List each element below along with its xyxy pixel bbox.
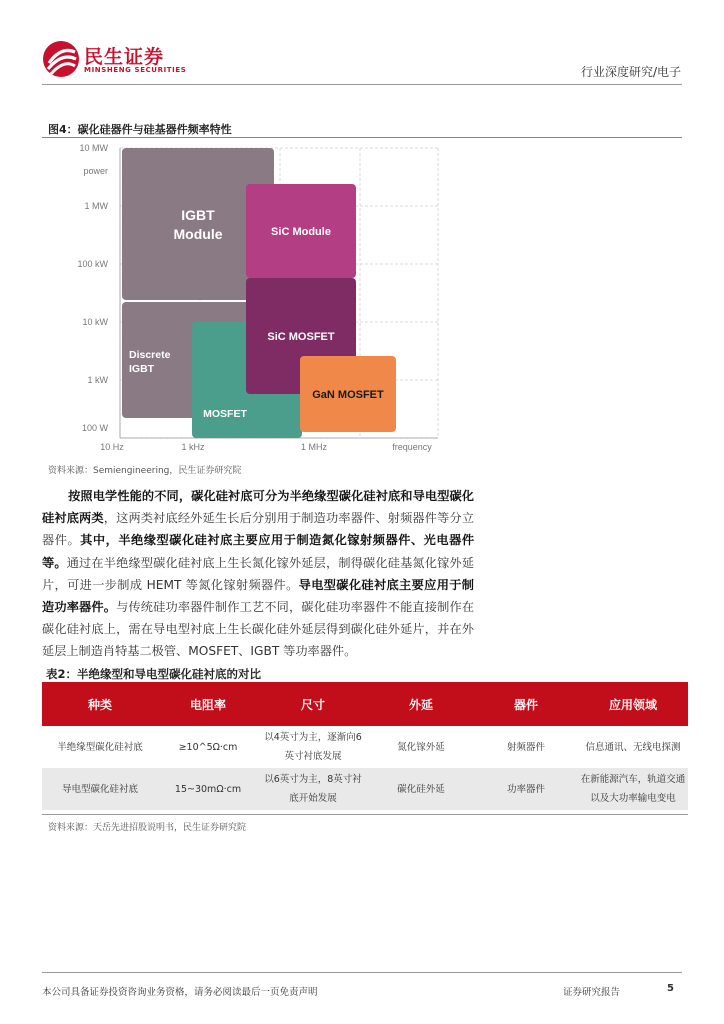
- table-cell: 以6英寸为主，8英寸衬底开始发展: [258, 768, 368, 810]
- header-divider: [42, 84, 682, 85]
- x-axis-title: frequency: [392, 442, 432, 452]
- table-cell: 在新能源汽车，轨道交通以及大功率输电变电: [578, 768, 688, 810]
- brand-name-cn: 民生证券: [84, 46, 165, 68]
- region-label: Discrete: [129, 349, 171, 361]
- table-cell: 以4英寸为主，逐渐向6英寸衬底发展: [258, 726, 368, 768]
- body-text: ，这两类衬底经外延生长后分别用于制造功率器件、射频器件等分立器件。: [42, 511, 475, 548]
- table-cell: 氮化镓外延: [368, 726, 474, 768]
- body-paragraph: [42, 485, 474, 663]
- brand-logo-icon: [42, 40, 80, 78]
- y-tick-label: 10 MW: [79, 143, 108, 153]
- column-header: 种类: [42, 682, 158, 726]
- table-cell: 15~30mΩ·cm: [158, 768, 258, 810]
- table-cell: 导电型碳化硅衬底: [42, 768, 158, 810]
- column-header: 电阻率: [158, 682, 258, 726]
- table-cell: 半绝缘型碳化硅衬底: [42, 726, 158, 768]
- y-tick-label: 1 kW: [87, 375, 108, 385]
- region-label: GaN MOSFET: [312, 389, 384, 401]
- table-title: 表2：半绝缘型和导电型碳化硅衬底的对比: [46, 667, 261, 681]
- y-tick-label: 1 MW: [84, 201, 108, 211]
- region-label: Module: [173, 226, 223, 242]
- figure-source: 资料来源：Semiengineering，民生证券研究院: [48, 466, 242, 476]
- substrate-comparison-table: [42, 682, 688, 810]
- table-bottom-rule: [42, 814, 688, 815]
- y-tick-label: 100 kW: [77, 259, 108, 269]
- page-number: 5: [667, 983, 674, 994]
- report-category: 行业深度研究/电子: [580, 65, 681, 79]
- table-cell: 功率器件: [474, 768, 578, 810]
- y-axis-title: power: [83, 166, 108, 176]
- bold-text: 其中，半绝缘型碳化硅衬底主要应用于制造氮化镓射频器件、光电器件等。: [42, 533, 475, 570]
- table-row: [42, 726, 688, 768]
- table-cell: ≥10^5Ω·cm: [158, 726, 258, 768]
- y-tick-label: 100 W: [81, 423, 108, 433]
- figure-title-divider: [42, 137, 682, 138]
- x-tick-label: 10 Hz: [100, 442, 124, 452]
- y-tick-label: 10 kW: [82, 317, 108, 327]
- table-source: 资料来源：天岳先进招股说明书，民生证券研究院: [48, 823, 247, 833]
- body-text: 与传统硅功率器件制作工艺不同，碳化硅功率器件不能直接制作在碳化硅衬底上，需在导电型衬底上生长碳化硅外延层得到碳化硅外延片，并在外延层上制造肖特基二极管、MOSFET、IGBT 等功率器件。: [42, 600, 475, 659]
- table-cell: 射频器件: [474, 726, 578, 768]
- footer-doc-type: 证券研究报告: [563, 987, 621, 998]
- x-tick-label: 1 kHz: [181, 442, 205, 452]
- footer-divider: [42, 972, 682, 973]
- column-header: 尺寸: [258, 682, 368, 726]
- region-label: SiC MOSFET: [267, 331, 335, 343]
- x-tick-label: 1 MHz: [300, 442, 328, 452]
- region-label: IGBT: [129, 363, 155, 375]
- table-cell: 碳化硅外延: [368, 768, 474, 810]
- table-header-row: [42, 682, 688, 726]
- bold-text: 导电型碳化硅衬底主要应用于制造功率器件。: [42, 577, 474, 615]
- table-cell: 信息通讯、无线电探测: [578, 726, 688, 768]
- footer-disclaimer: 本公司具备证券投资咨询业务资格，请务必阅读最后一页免责声明: [42, 987, 318, 998]
- body-text: 通过在半绝缘型碳化硅衬底上生长氮化镓外延层，制得碳化硅基氮化镓外延片，可进一步制成 HEMT 等氮化镓射频器件。: [42, 555, 475, 592]
- brand-name-en: MINSHENG SECURITIES: [84, 66, 187, 74]
- column-header: 外延: [368, 682, 474, 726]
- region-label: SiC Module: [271, 226, 331, 238]
- bold-text: 按照电学性能的不同，碳化硅衬底可分为半绝缘型碳化硅衬底和导电型碳化硅衬底两类: [42, 489, 474, 526]
- figure-title: 图4：碳化硅器件与硅基器件频率特性: [48, 123, 232, 136]
- region-label: MOSFET: [203, 408, 247, 420]
- frequency-power-chart: [42, 140, 442, 458]
- table-row: [42, 768, 688, 810]
- column-header: 应用领域: [578, 682, 688, 726]
- column-header: 器件: [474, 682, 578, 726]
- region-label: IGBT: [181, 207, 215, 223]
